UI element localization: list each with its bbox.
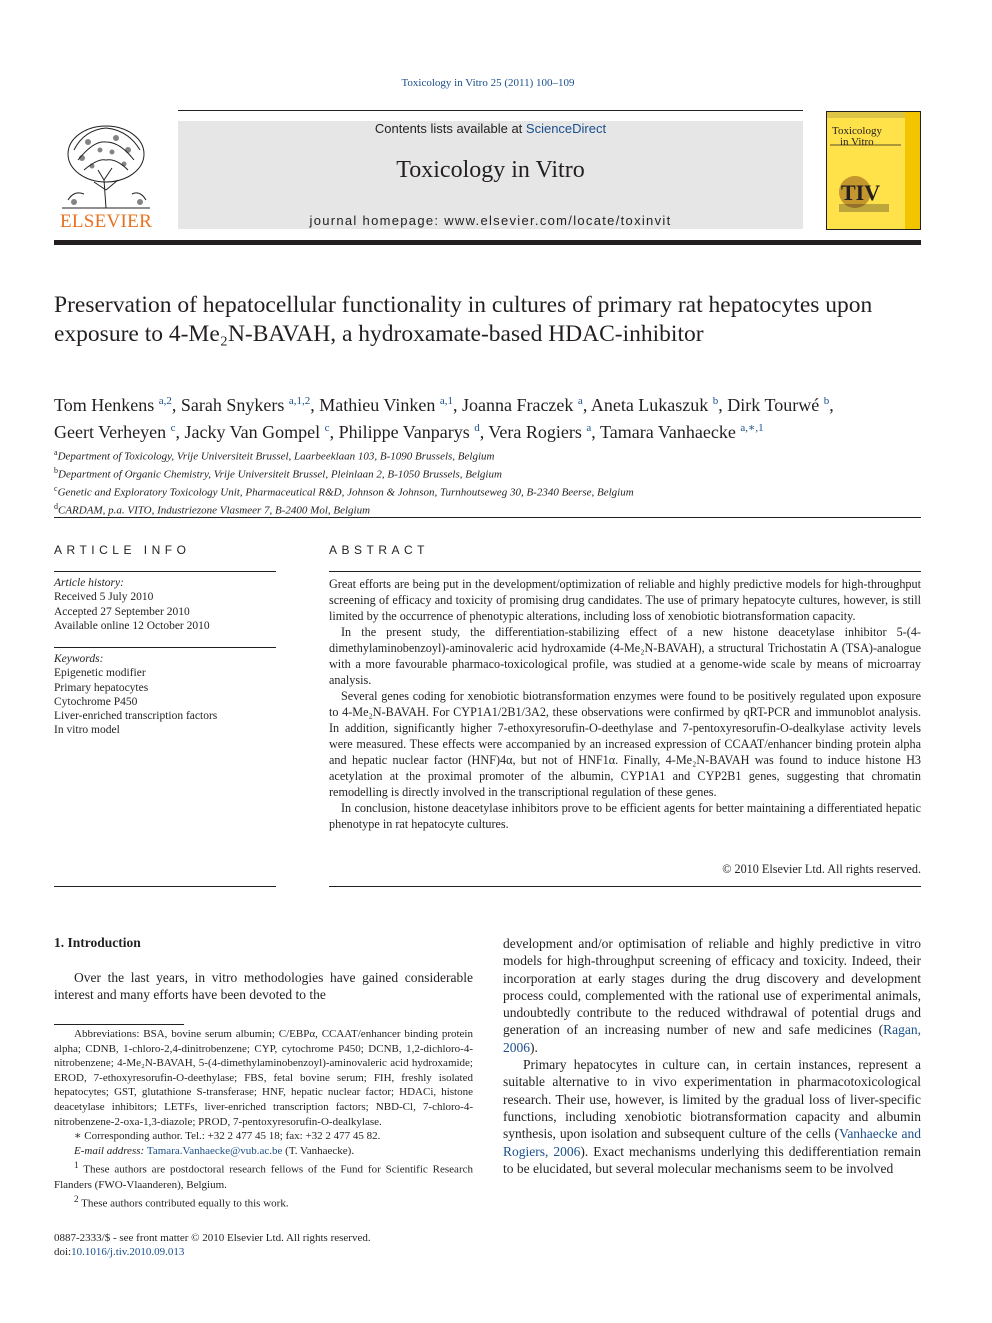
footnote-rule <box>54 1024 184 1025</box>
author[interactable]: Dirk Tourwé $^b$ <box>727 395 830 415</box>
footnote-2: $^2$ These authors contributed equally to this work. <box>74 1194 289 1210</box>
keyword: Cytochrome P450 <box>54 695 138 708</box>
author[interactable]: Tamara Vanhaecke $^{a,∗,1}$ <box>599 422 764 442</box>
affiliation: $^d$CARDAM, p.a. VITO, Industriezone Vlasmeer 7, B-2400 Mol, Belgium <box>54 501 371 517</box>
bottom-publication-info <box>54 1231 473 1259</box>
keyword: Liver-enriched transcription factors <box>54 710 218 723</box>
author[interactable]: Sarah Snykers $^{a,1,2}$ <box>180 395 311 415</box>
doi-line: doi:10.1016/j.tiv.2010.09.013 <box>54 1246 185 1259</box>
contents-available-line <box>178 121 803 136</box>
article-info-heading: ARTICLE INFO <box>54 543 191 557</box>
journal-title: Toxicology in Vitro <box>396 157 585 183</box>
author[interactable]: Jacky Van Gompel $^c$ <box>184 422 330 442</box>
abstract-paragraph: In the present study, the differentiation-stabilizing effect of a new histone deacetylase inhibitor 5-(4-dimethylaminobenzoyl)-aminovaleric acid hydroxamide (4-Me₂N-BAVAH), a structural Trichostatin A (TSA)-analogue with a more favourable pharmaco-toxicological profile, was studied at a genome-wide scale by means of microarray analysis. <box>329 625 921 687</box>
footnotes <box>54 1027 473 1211</box>
history-label: Article history: <box>54 577 124 589</box>
journal-reference-link[interactable]: Toxicology in Vitro 25 (2011) 100–109 <box>401 77 575 89</box>
affiliation-list <box>54 446 921 518</box>
abstract-bottom-rule <box>329 886 921 887</box>
author[interactable]: Aneta Lukaszuk $^b$ <box>590 395 719 415</box>
issn-line: 0887-2333/$ - see front matter © 2010 Elsevier Ltd. All rights reserved. <box>54 1232 371 1244</box>
cover-title-line1: Toxicology <box>832 125 882 137</box>
citation-link[interactable]: Vanhaecke and Rogiers, 2006 <box>503 1126 921 1159</box>
abbreviations-footnote: Abbreviations: BSA, bovine serum albumin; C/EBPα, CCAAT/enhancer binding protein alpha; CDNB, 1-chloro-2,4-dinitrobenzene; CYP, cytochrome P450; DCNB, 1,2-dichloro-4-nitrobenzene; 4-Me₂N-BAVAH, 5-(4-dimethylaminobenzoyl)-aminovaleric acid hydroxamide; EROD, 7-ethoxyresorufin-O-deethylase; FBS, fetal bovine serum; FIH, freshly isolated hepatocytes; GST, glutathione S-transferase; HNF, hepatic nuclear factor; HDACi, histone deacetylase inhibitors; LETFs, liver-enriched transcription factors; NBD-Cl, 7-chloro-4-nitrobenzene-2-oxa-1,3-diazole; PROD, 7-pentoxyresorufin-O-dealkylase. <box>54 1028 473 1128</box>
email-footnote: E-mail address: Tamara.Vanhaecke@vub.ac.be (T. Vanhaecke). <box>74 1144 355 1157</box>
affiliation: $^c$Genetic and Exploratory Toxicology Unit, Pharmaceutical R&D, Johnson & Johnson, Turnhoutseweg 30, B-2340 Beerse, Belgium <box>54 483 634 499</box>
keyword: Epigenetic modifier <box>54 667 146 680</box>
section-heading-introduction: 1. Introduction <box>54 935 141 950</box>
keyword: In vitro model <box>54 724 120 737</box>
article-info-rule <box>54 571 276 572</box>
history-accepted: Accepted 27 September 2010 <box>54 605 190 618</box>
citation-link[interactable]: Ragan, 2006 <box>503 1022 921 1055</box>
abstract-paragraph: In conclusion, histone deacetylase inhibitors prove to be efficient agents for better maintaining a differentiated hepatic phenotype in rat hepatocyte cultures. <box>329 801 921 831</box>
sciencedirect-link[interactable]: ScienceDirect <box>525 121 607 136</box>
affiliation: $^b$Department of Organic Chemistry, Vrije Universiteit Brussel, Pleinlaan 2, B-1050 Brussels, Belgium <box>54 465 502 481</box>
intro-right-column <box>503 935 921 1177</box>
corresponding-author-footnote: ∗ Corresponding author. Tel.: +32 2 477 45 18; fax: +32 2 477 45 82. <box>74 1130 381 1143</box>
email-link[interactable]: Tamara.Vanhaecke@vub.ac.be <box>146 1144 283 1157</box>
header-thick-rule <box>54 240 921 245</box>
keywords-label: Keywords: <box>54 653 104 665</box>
intro-paragraph: Primary hepatocytes in culture can, in certain instances, represent a suitable alternative to in vivo experimentation in pharmacotoxicological research. Their use, however, is limited by the gradual loss of liver-specific functions, including xenobiotic biotransformation capacity and albumin synthesis, upon isolation and subsequent culture of the cells (Vanhaecke and Rogiers, 2006). Exact mechanisms underlying this dedifferentiation remain to be elucidated, but several molecular mechanisms seem to be involved <box>503 1057 921 1176</box>
cover-badge: TIV <box>841 180 881 205</box>
intro-paragraph: Over the last years, in vitro methodologies have gained considerable interest and many efforts have been devoted to the <box>54 970 473 1003</box>
history-received: Received 5 July 2010 <box>54 591 154 604</box>
author-list: Tom Henkens $^{a,2}$, Sarah Snykers $^{a,1,2}$, Mathieu Vinken $^{a,1}$, Joanna Fraczek $^a$, Aneta Lukaszuk $^b$, Dirk Tourwé $^b$, Geert Verheyen $^c$, Jacky Van Gompel $^c$, Philippe Vanparys $^d$, Vera Rogiers $^a$, Tamara Vanhaecke $^{a,∗,1}$ <box>54 395 834 442</box>
abstract-paragraph: Great efforts are being put in the development/optimization of reliable and highly predictive models for high-throughput screening of efficacy and toxicity of promising drug candidates. The use of primary hepatocyte cultures, however, is still limited by the occurrence of phenotypic alterations, including loss of xenobiotic biotransformation capacity. <box>329 577 921 623</box>
cover-title-line2: in Vitro <box>840 136 874 148</box>
abstract-heading: ABSTRACT <box>329 543 430 557</box>
contents-prefix: Contents lists available at <box>374 121 526 136</box>
intro-paragraph: development and/or optimisation of reliable and highly predictive in vitro models for high-throughput screening of efficacy and toxicity. Indeed, their incorporation at early stages during the drug discovery and development process could, complemented with the rational use of experimental animals, undoubtedly contribute to the reduced withdrawal of potential drugs and generation of an increasing number of new and safe medicines (Ragan, 2006). <box>503 936 921 1055</box>
journal-cover-thumbnail[interactable] <box>826 111 921 230</box>
history-online: Available online 12 October 2010 <box>54 619 210 632</box>
article-info-bottom-rule <box>54 886 276 887</box>
article-history <box>54 576 276 633</box>
doi-link[interactable]: 10.1016/j.tiv.2010.09.013 <box>71 1246 185 1259</box>
author[interactable]: Tom Henkens $^{a,2}$ <box>54 395 172 415</box>
abstract-body <box>329 576 921 832</box>
author[interactable]: Mathieu Vinken $^{a,1}$ <box>319 395 453 415</box>
abstract-paragraph: Several genes coding for xenobiotic biotransformation enzymes were found to be positively regulated upon exposure to 4-Me₂N-BAVAH. For CYP1A1/2B1/3A2, these observations were confirmed by qRT-PCR and immunoblot analysis. In addition, significantly higher 7-ethoxyresorufin-O-deethylase and 7-pentoxyresorufin-O-dealkylase activity levels were measured. These effects were accompanied by an increased expression of CCAAT/enhancer binding protein alpha and hepatic nuclear factor (HNF)4α, but not of HNF1α. Finally, 4-Me₂N-BAVAH was found to induce histone H3 acetylation at the proximal promoter of the albumin, CYP1A1 and CYP2B1 genes, suggesting that chromatin remodelling is directly involved in the transcriptional regulation of these genes. <box>329 689 921 799</box>
abstract-copyright: © 2010 Elsevier Ltd. All rights reserved. <box>722 862 921 876</box>
elsevier-wordmark: ELSEVIER <box>59 211 153 232</box>
article-title: Preservation of hepatocellular functionality in cultures of primary rat hepatocytes upon exposure to 4-Me₂N-BAVAH, a hydroxamate-based HDAC-inhibitor <box>54 292 873 347</box>
keyword: Primary hepatocytes <box>54 681 149 694</box>
keyword-list <box>54 652 276 738</box>
journal-homepage[interactable]: journal homepage: www.elsevier.com/locate/toxinvit <box>309 213 672 228</box>
author[interactable]: Vera Rogiers $^a$ <box>488 422 592 442</box>
affiliation-rule <box>54 517 921 518</box>
header-top-rule <box>178 110 803 111</box>
author[interactable]: Joanna Fraczek $^a$ <box>461 395 583 415</box>
abstract-rule <box>329 571 921 572</box>
author[interactable]: Philippe Vanparys $^d$ <box>338 422 480 442</box>
keywords-rule <box>54 647 276 648</box>
affiliation: $^a$Department of Toxicology, Vrije Universiteit Brussel, Laarbeeklaan 103, B-1090 Brussels, Belgium <box>54 448 495 463</box>
intro-left-column <box>54 969 473 1004</box>
author[interactable]: Geert Verheyen $^c$ <box>54 422 176 442</box>
footnote-1: $^1$ These authors are postdoctoral research fellows of the Fund for Scientific Research Flanders (FWO-Vlaanderen), Belgium. <box>54 1160 473 1191</box>
